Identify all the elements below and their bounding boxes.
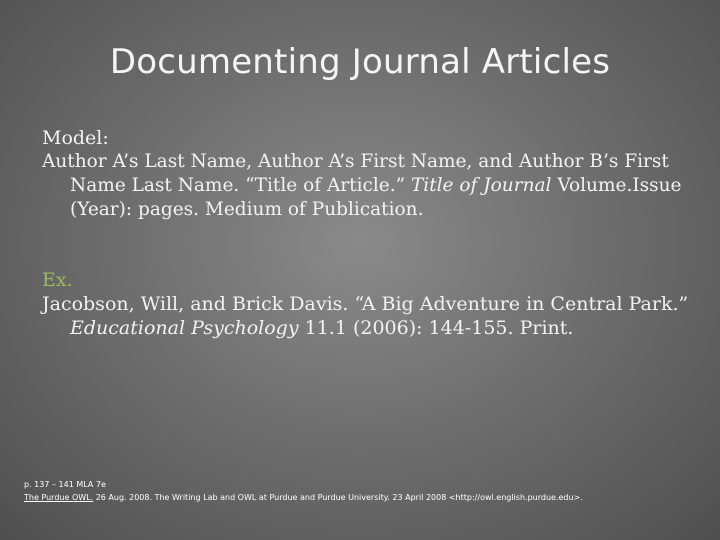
slide-footer: [24, 478, 714, 504]
slide-content: [42, 126, 692, 340]
example-citation: [42, 292, 692, 340]
slide-title: Documenting Journal Articles: [109, 42, 611, 82]
model-citation: [42, 150, 692, 222]
footer-source-title: The Purdue OWL.: [24, 493, 94, 502]
footer-page-reference: p. 137 – 141 MLA 7e: [24, 480, 106, 489]
footer-source: [24, 491, 714, 504]
model-citation-journal: Title of Journal: [410, 175, 552, 196]
example-citation-journal: Educational Psychology: [70, 317, 299, 339]
model-label: Model:: [42, 127, 109, 149]
example-label: Ex.: [42, 269, 73, 291]
model-citation-part2: Volume.Issue (Year): pages. Medium of Publication.: [70, 175, 682, 220]
example-citation-part2: 11.1 (2006): 144-155. Print.: [298, 317, 574, 339]
example-citation-part1: Jacobson, Will, and Brick Davis. “A Big Adventure in Central Park.”: [42, 293, 689, 315]
model-citation-part1: Author A’s Last Name, Author A’s First Name, and Author B’s First Name Last Name. “Title of Article.”: [42, 151, 669, 196]
footer-source-rest: 26 Aug. 2008. The Writing Lab and OWL at Purdue and Purdue University. 23 April 2008 <http://owl.english.purdue.edu>.: [93, 493, 583, 502]
